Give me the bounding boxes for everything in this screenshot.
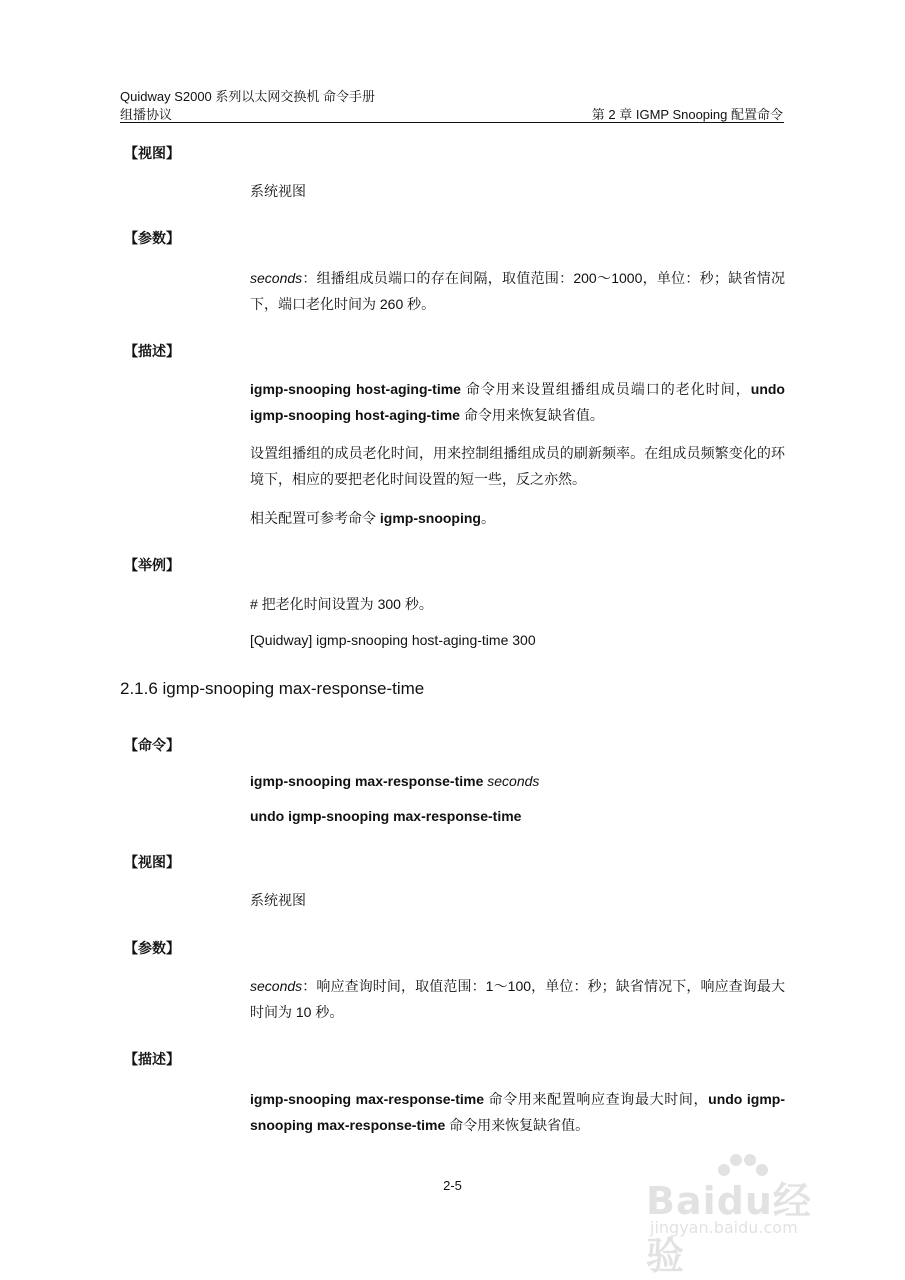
- param-name-1: seconds: [250, 270, 303, 286]
- cmd-syntax-2-keyword: undo igmp-snooping max-response-time: [250, 808, 522, 824]
- watermark-url: jingyan.baidu.com: [650, 1218, 798, 1237]
- baidu-watermark: [640, 1148, 850, 1278]
- param-heading-2: 【参数】: [124, 940, 180, 956]
- desc-text-1b: 命令用来恢复缺省值。: [459, 407, 604, 423]
- cmd-syntax-1-arg: seconds: [483, 773, 540, 789]
- desc-cmd-undo-host-aging: undo igmp-snooping host-aging-time: [250, 381, 785, 423]
- param-text-2: ：响应查询时间，取值范围：1～100，单位：秒；缺省情况下，响应查询最大时间为 10 秒。: [250, 978, 785, 1020]
- page-number: 2-5: [443, 1178, 462, 1193]
- example-heading-1: 【举例】: [124, 557, 180, 573]
- desc-heading-1: 【描述】: [124, 343, 180, 359]
- cmd-syntax-1: [250, 768, 785, 794]
- desc-ref-prefix: 相关配置可参考命令: [250, 510, 380, 526]
- desc-cmd-max-response: igmp-snooping max-response-time: [250, 1091, 484, 1107]
- desc-paragraph-2: 设置组播组的成员老化时间，用来控制组播组成员的刷新频率。在组成员频繁变化的环境下，相应的要把老化时间设置的短一些，反之亦然。: [250, 445, 785, 487]
- desc-heading-2: 【描述】: [124, 1051, 180, 1067]
- param-paragraph-2: [250, 973, 785, 1025]
- desc-paragraph-1: [250, 376, 785, 428]
- section-heading-max-response-time: 2.1.6 igmp-snooping max-response-time: [120, 679, 425, 698]
- param-heading-1: 【参数】: [124, 230, 180, 246]
- param-paragraph-1: [250, 265, 785, 317]
- header-chapter-title: 第 2 章 IGMP Snooping 配置命令: [591, 107, 783, 122]
- header-rule: [120, 122, 784, 123]
- example-comment: # 把老化时间设置为 300 秒。: [250, 596, 433, 612]
- view-text-1: 系统视图: [250, 183, 306, 199]
- param-name-2: seconds: [250, 978, 303, 994]
- desc-paragraph-3: [250, 505, 785, 531]
- desc-text-2a: 命令用来配置响应查询最大时间，: [484, 1091, 709, 1107]
- desc-text-1a: 命令用来设置组播组成员端口的老化时间，: [460, 381, 751, 397]
- cmd-syntax-2: [250, 803, 785, 829]
- view-text-2: 系统视图: [250, 892, 306, 908]
- example-command: [Quidway] igmp-snooping host-aging-time 300: [250, 632, 536, 648]
- header-manual-title: Quidway S2000 系列以太网交换机 命令手册: [120, 89, 376, 104]
- desc-ref-suffix: 。: [480, 510, 495, 526]
- cmd-syntax-1-keyword: igmp-snooping max-response-time: [250, 773, 484, 789]
- desc-ref-cmd: igmp-snooping: [379, 510, 481, 526]
- desc-text-2b: 命令用来恢复缺省值。: [445, 1117, 590, 1133]
- param-text-1: ：组播组成员端口的存在间隔，取值范围：200～1000，单位：秒；缺省情况下，端口老化时间为 260 秒。: [250, 270, 785, 312]
- view-heading-2: 【视图】: [124, 854, 180, 870]
- desc-paragraph-4: [250, 1086, 785, 1138]
- desc-cmd-host-aging: igmp-snooping host-aging-time: [250, 381, 461, 397]
- desc-cmd-undo-max-response: undo igmp-snooping max-response-time: [250, 1091, 785, 1133]
- view-heading-1: 【视图】: [124, 145, 180, 161]
- watermark-brand: Baidu经验: [646, 1179, 812, 1278]
- header-section-name: 组播协议: [120, 107, 173, 122]
- cmd-heading-2: 【命令】: [124, 737, 180, 753]
